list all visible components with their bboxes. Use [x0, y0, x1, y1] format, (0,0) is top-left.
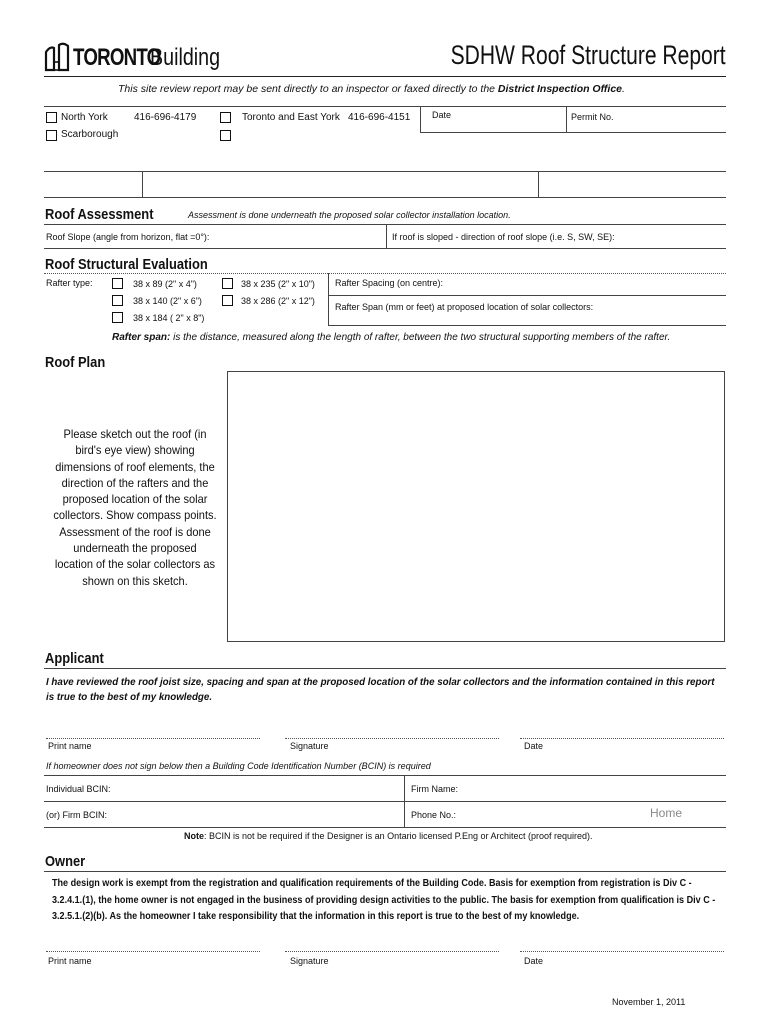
owner-date-line[interactable]	[520, 951, 724, 952]
owner-signature-label: Signature	[290, 956, 329, 966]
slope-direction-field[interactable]	[387, 225, 726, 247]
bcin-requirement-note: If homeowner does not sign below then a Building Code Identification Number (BCIN) is required	[46, 761, 431, 771]
permit-label: Permit No.	[571, 112, 614, 122]
owner-print-name-label: Print name	[48, 956, 92, 966]
toronto-east-york-label: Toronto and East York	[242, 112, 340, 123]
rafter-2x6-checkbox[interactable]	[112, 295, 123, 306]
applicant-signature-line[interactable]	[285, 738, 499, 739]
roof-assessment-note: Assessment is done underneath the proposed solar collector installation location.	[188, 210, 511, 220]
structural-evaluation-title: Roof Structural Evaluation	[45, 256, 208, 273]
permit-field[interactable]	[567, 107, 725, 131]
applicant-title: Applicant	[45, 650, 104, 667]
individual-bcin-field[interactable]	[44, 776, 403, 800]
applicant-date-label: Date	[524, 741, 544, 751]
roof-slope-field[interactable]	[44, 225, 385, 247]
rafter-spacing-label: Rafter Spacing (on centre):	[335, 278, 444, 288]
owner-statement: The design work is exempt from the registration and qualification requirements of the Building Code. Basis for exemption from registration is Div C - 3.2.4.1.(1), the home owner is not engaged in the business of providing design activities to the public. The basis for exemption from qualification is Div C - 3.2.5.1.(2)(b). As the homeowner I take responsibility that the information in this report is true to the best of my knowledge.	[52, 878, 716, 922]
logo-toronto-text: TORONTO	[73, 44, 161, 71]
firm-name-field[interactable]	[405, 776, 726, 800]
rafter-type-label: Rafter type:	[46, 278, 93, 288]
owner-signature-line[interactable]	[285, 951, 499, 952]
city-hall-icon	[44, 42, 70, 72]
date-label: Date	[432, 110, 452, 120]
applicant-statement: I have reviewed the roof joist size, spacing and span at the proposed location of the solar collectors and the information contained in this report is true to the best of my knowledge.	[46, 676, 715, 703]
scarborough-label: Scarborough	[61, 129, 119, 140]
toronto-logo	[44, 40, 224, 74]
rafter-2x12-label: 38 x 286 (2" x 12")	[241, 296, 315, 306]
address-field-3[interactable]	[539, 172, 726, 196]
applicant-signature-label: Signature	[290, 741, 329, 751]
applicant-date-line[interactable]	[520, 738, 724, 739]
applicant-print-name-label: Print name	[48, 741, 92, 751]
north-york-checkbox[interactable]	[46, 112, 57, 123]
office-checkbox-blank[interactable]	[220, 130, 231, 141]
address-field-2[interactable]	[143, 172, 537, 196]
rafter-2x12-checkbox[interactable]	[222, 295, 233, 306]
rafter-spacing-field[interactable]	[329, 274, 726, 294]
north-york-label: North York	[61, 112, 108, 123]
rafter-2x4-checkbox[interactable]	[112, 278, 123, 289]
firm-bcin-label: (or) Firm BCIN:	[46, 810, 107, 820]
page-title: SDHW Roof Structure Report	[450, 40, 726, 70]
rafter-2x8-label: 38 x 184 ( 2" x 8")	[133, 313, 205, 323]
north-york-phone: 416-696-4179	[134, 112, 197, 123]
roof-plan-instructions: Please sketch out the roof (in bird's eye view) showing dimensions of roof elements, the direction of the rafters and the proposed location of the solar collectors. Show compass points. Assessment of the roof is done underneath the proposed location of the solar collectors as shown on this sketch.	[53, 427, 217, 588]
rafter-span-field[interactable]	[329, 296, 726, 324]
firm-name-label: Firm Name:	[411, 784, 458, 794]
intro-text: This site review report may be sent directly to an inspector or faxed directly to the District Inspection Office.	[118, 83, 625, 95]
header-rule	[44, 76, 726, 77]
owner-date-label: Date	[524, 956, 544, 966]
firm-bcin-field[interactable]	[44, 802, 403, 826]
roof-plan-title: Roof Plan	[45, 354, 106, 371]
slope-direction-label: If roof is sloped - direction of roof slope (i.e. S, SW, SE):	[392, 232, 615, 242]
individual-bcin-label: Individual BCIN:	[46, 784, 111, 794]
applicant-print-name-line[interactable]	[46, 738, 260, 739]
rafter-2x8-checkbox[interactable]	[112, 312, 123, 323]
roof-assessment-title: Roof Assessment	[45, 206, 154, 223]
date-field[interactable]	[421, 107, 565, 131]
owner-title: Owner	[45, 853, 86, 870]
roof-slope-label: Roof Slope (angle from horizon, flat =0°):	[46, 232, 210, 242]
rafter-span-label: Rafter Span (mm or feet) at proposed location of solar collectors:	[335, 302, 594, 312]
rafter-2x4-label: 38 x 89 (2" x 4")	[133, 279, 197, 289]
rafter-2x6-label: 38 x 140 (2" x 6")	[133, 296, 202, 306]
scarborough-checkbox[interactable]	[46, 130, 57, 141]
rafter-2x10-label: 38 x 235 (2" x 10")	[241, 279, 315, 289]
address-field-1[interactable]	[44, 172, 141, 196]
toronto-east-york-checkbox[interactable]	[220, 112, 231, 123]
phone-value[interactable]: Home	[650, 806, 683, 820]
roof-sketch-area[interactable]	[227, 371, 725, 642]
rafter-2x10-checkbox[interactable]	[222, 278, 233, 289]
revision-date: November 1, 2011	[612, 997, 686, 1007]
logo-building-text: Building	[150, 44, 221, 71]
rafter-span-definition: Rafter span: is the distance, measured along the length of rafter, between the two structural supporting members of the rafter.	[112, 332, 671, 343]
toronto-east-york-phone: 416-696-4151	[348, 112, 411, 123]
phone-label: Phone No.:	[411, 810, 457, 820]
bcin-exemption-note: Note: BCIN is not be required if the Designer is an Ontario licensed P.Eng or Architect (proof required).	[184, 831, 593, 841]
owner-print-name-line[interactable]	[46, 951, 260, 952]
